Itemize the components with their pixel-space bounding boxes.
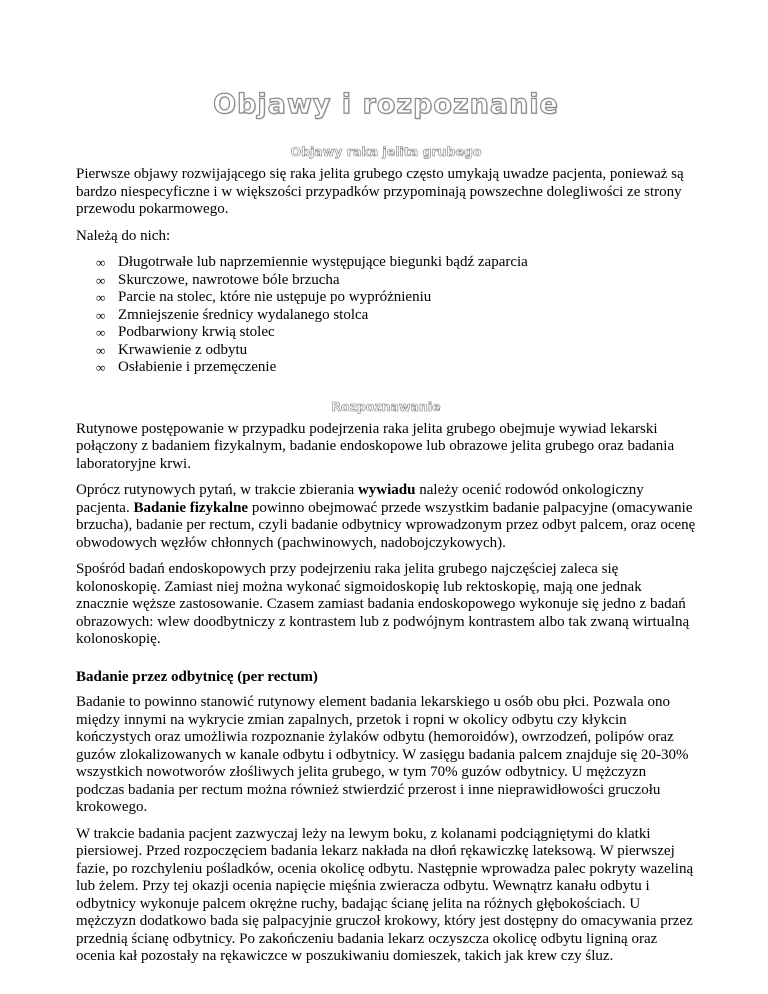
symptoms-intro-paragraph: Pierwsze objawy rozwijającego się raka jelita grubego często umykają uwadze pacjenta, ponieważ są bardzo niespecyficzne i w większości przypadków przypominają powszechne dolegliwości ze strony przewodu pokarmowego. [76, 166, 684, 217]
list-item: ∞ Krwawienie z odbytu [96, 341, 248, 358]
infinity-bullet-icon: ∞ [96, 290, 106, 305]
list-intro: Należą do nich: [76, 227, 171, 244]
infinity-bullet-icon: ∞ [96, 272, 106, 288]
symptoms-list [76, 254, 696, 377]
infinity-bullet-icon: ∞ [96, 307, 106, 323]
section-subtitle-diagnosis: Rozpoznawanie [331, 398, 441, 414]
list-item: ∞ Skurczowe, nawrotowe bóle brzucha [96, 271, 340, 288]
infinity-bullet-icon: ∞ [96, 360, 106, 375]
page-title: Objawy i rozpoznanie [213, 89, 559, 120]
per-rectum-paragraph-2: W trakcie badania pacjent zazwyczaj leży na lewym boku, z kolanami podciągniętymi do klatki piersiowej. Przed rozpoczęciem badania lekarz nakłada na dłoń rękawiczkę lateksową. W pierwszej fazie, po rozchyleniu pośladków, ocenia okolicę odbytu. Następnie wprowadza palec pokryty wazeliną lub żelem. Przy tej okazji ocenia napięcie mięśnia zwieracza odbytu. Wewnątrz kanału odbytu i odbytnicy wykonuje palcem okrężne ruchy, badając ścianę jelita na różnych głębokościach. U mężczyzn dodatkowo bada się palpacyjnie gruczoł krokowy, który jest dostępny do omacywania przez przednią ścianę odbytnicy. Po zakończeniu badania lekarz oczyszcza okolicę odbytu ligniną oraz ocenia kał pozostały na rękawiczce w poszukiwaniu domieszek, takich jak krew czy śluz. [76, 825, 694, 964]
diagnosis-paragraph-1: Rutynowe postępowanie w przypadku podejrzenia raka jelita grubego obejmuje wywiad lekarski połączony z badaniem fizykalnym, badanie endoskopowe lub obrazowe jelita grubego oraz badania laboratoryjne krwi. [76, 420, 675, 472]
list-item: ∞ Parcie na stolec, które nie ustępuje po wypróżnieniu [96, 289, 432, 305]
diagnosis-paragraph-2: Oprócz rutynowych pytań, w trakcie zbierania wywiadu należy ocenić rodowód onkologiczny pacjenta. Badanie fizykalne powinno obejmować przede wszystkim badanie palpacyjne (omacywanie brzucha), badanie per rectum, czyli badanie odbytnicy wprowadzonym przez odbyt palcem, oraz ocenę obwodowych węzłów chłonnych (pachwinowych, nadobojczykowych). [76, 482, 696, 551]
bold-term-physical-exam: Badanie fizykalne [133, 499, 249, 516]
list-item: ∞ Zmniejszenie średnicy wydalanego stolca [96, 306, 369, 323]
list-item: ∞ Długotrwałe lub naprzemiennie występujące biegunki bądź zaparcia [96, 254, 528, 270]
list-item: ∞ Podbarwiony krwią stolec [96, 324, 275, 340]
bold-term-interview: wywiadu [357, 482, 416, 498]
infinity-bullet-icon: ∞ [96, 342, 106, 358]
infinity-bullet-icon: ∞ [96, 325, 106, 340]
list-item: ∞ Osłabienie i przemęczenie [96, 359, 277, 375]
diagnosis-paragraph-3: Spośród badań endoskopowych przy podejrzeniu raka jelita grubego najczęściej zaleca się kolonoskopię. Zamiast niej można wykonać sigmoidoskopię lub rektoskopię, mają one jednak znacznie węższe zastosowanie. Czasem zamiast badania endoskopowego wykonuje się jedno z badań obrazowych: wlew doodbytniczy z kontrastem lub z podwójnym kontrastem albo tak zwaną wirtualną kolonoskopię. [76, 561, 690, 647]
infinity-bullet-icon: ∞ [96, 255, 106, 270]
section-subtitle-symptoms: Objawy raka jelita grubego [290, 144, 482, 159]
per-rectum-paragraph-1: Badanie to powinno stanowić rutynowy element badania lekarskiego u osób obu płci. Pozwala ono między innymi na wykrycie zmian zapalnych, przetok i ropni w okolicy odbytu czy kłykcin kończystych oraz umożliwia rozpoznanie żylaków odbytu (hemoroidów), owrzodzeń, polipów oraz guzów zlokalizowanych w kanale odbytu i odbytnicy. W zasięgu badania palcem znajduje się 20-30% wszystkich nowotworów złośliwych jelita grubego, w tym 70% guzów odbytnicy. U mężczyzn podczas badania per rectum można również stwierdzić przerost i inne nieprawidłowości gruczołu krokowego. [76, 694, 689, 815]
section-heading-per-rectum: Badanie przez odbytnicę (per rectum) [76, 668, 318, 685]
